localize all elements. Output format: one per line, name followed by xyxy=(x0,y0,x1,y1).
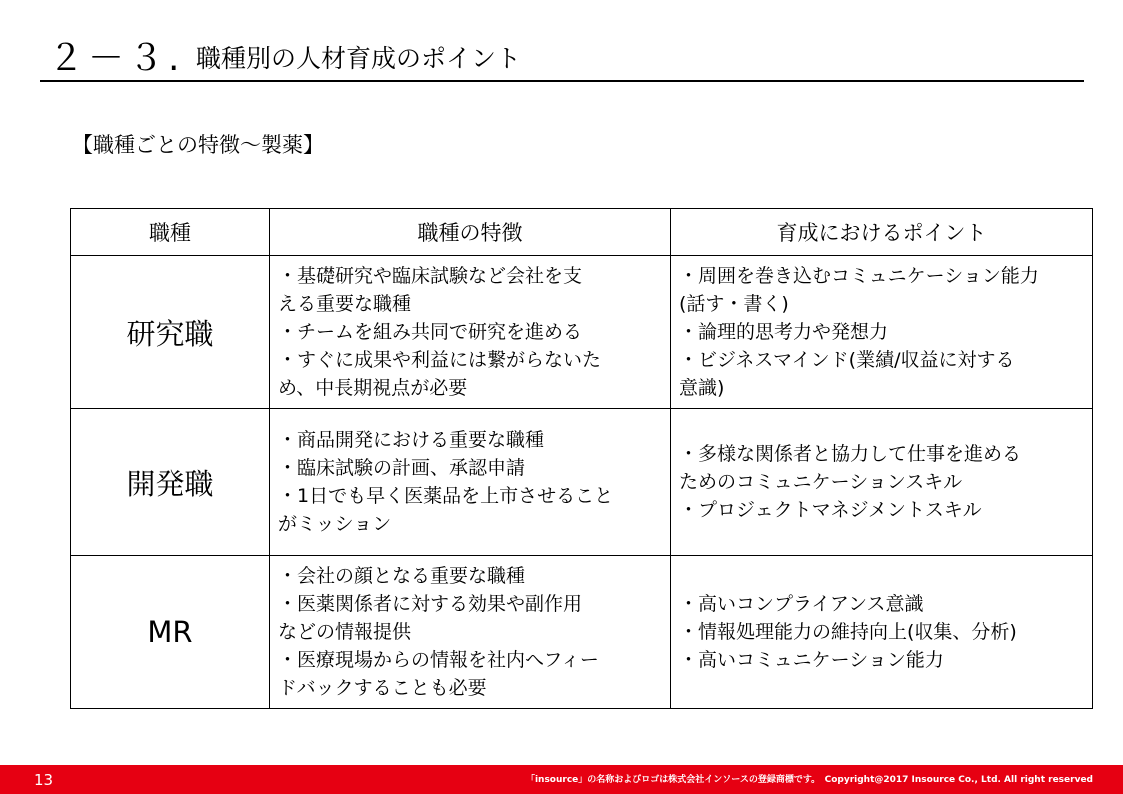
table-row-development xyxy=(71,409,1093,556)
point-line: 意識) xyxy=(679,377,725,399)
points-research xyxy=(671,256,1093,409)
features-development xyxy=(270,409,671,556)
features-mr xyxy=(270,556,671,709)
section-title: 職種別の人材育成のポイント xyxy=(196,44,522,73)
point-line: ・高いコミュニケーション能力 xyxy=(679,649,944,671)
feature-line: ・医療現場からの情報を社内へフィー xyxy=(278,649,599,671)
feature-line: ・商品開発における重要な職種 xyxy=(278,429,545,451)
point-line: ためのコミュニケーションスキル xyxy=(679,471,963,493)
job-type-table xyxy=(70,208,1093,709)
column-header-role: 職種 xyxy=(71,209,270,256)
feature-line: ・医薬関係者に対する効果や副作用 xyxy=(278,593,583,615)
point-line: ・高いコンプライアンス意識 xyxy=(679,593,924,615)
copyright-notice: 「insource」の名称およびロゴは株式会社インソースの登録商標です。 Copyright@2017 Insource Co., Ltd. All right reserved xyxy=(525,775,1093,785)
column-header-features: 職種の特徴 xyxy=(270,209,671,256)
points-mr xyxy=(671,556,1093,709)
point-line: ・論理的思考力や発想力 xyxy=(679,321,889,343)
role-research: 研究職 xyxy=(71,256,270,409)
role-mr: MR xyxy=(71,556,270,709)
feature-line: ・チームを組み共同で研究を進める xyxy=(278,321,583,343)
feature-line: ・すぐに成果や利益には繋がらないた xyxy=(278,349,602,371)
point-line: ・ビジネスマインド(業績/収益に対する xyxy=(679,349,1015,371)
point-line: ・周囲を巻き込むコミュニケーション能力 xyxy=(679,265,1039,287)
feature-line: ドバックすることも必要 xyxy=(278,677,487,699)
feature-line: える重要な職種 xyxy=(278,293,412,315)
point-line: ・多様な関係者と協力して仕事を進める xyxy=(679,443,1022,465)
page-number: 13 xyxy=(34,771,54,789)
subtitle: 【職種ごとの特徴～製薬】 xyxy=(72,133,324,157)
feature-line: め、中長期視点が必要 xyxy=(278,377,468,399)
point-line: ・プロジェクトマネジメントスキル xyxy=(679,499,982,521)
table-header-row xyxy=(71,209,1093,256)
feature-line: ・1日でも早く医薬品を上市させること xyxy=(278,485,614,507)
feature-line: ・基礎研究や臨床試験など会社を支 xyxy=(278,265,583,287)
feature-line: などの情報提供 xyxy=(278,621,412,643)
footer-bar xyxy=(0,765,1123,794)
column-header-points: 育成におけるポイント xyxy=(671,209,1093,256)
table-row-research xyxy=(71,256,1093,409)
section-number: ２－３. xyxy=(48,38,184,79)
feature-line: がミッション xyxy=(278,513,392,535)
feature-line: ・会社の顔となる重要な職種 xyxy=(278,565,526,587)
point-line: (話す・書く) xyxy=(679,293,789,315)
slide-header xyxy=(40,38,1084,82)
table-row-mr xyxy=(71,556,1093,709)
role-development: 開発職 xyxy=(71,409,270,556)
features-research xyxy=(270,256,671,409)
point-line: ・情報処理能力の維持向上(収集、分析) xyxy=(679,621,1017,643)
feature-line: ・臨床試験の計画、承認申請 xyxy=(278,457,526,479)
points-development xyxy=(671,409,1093,556)
